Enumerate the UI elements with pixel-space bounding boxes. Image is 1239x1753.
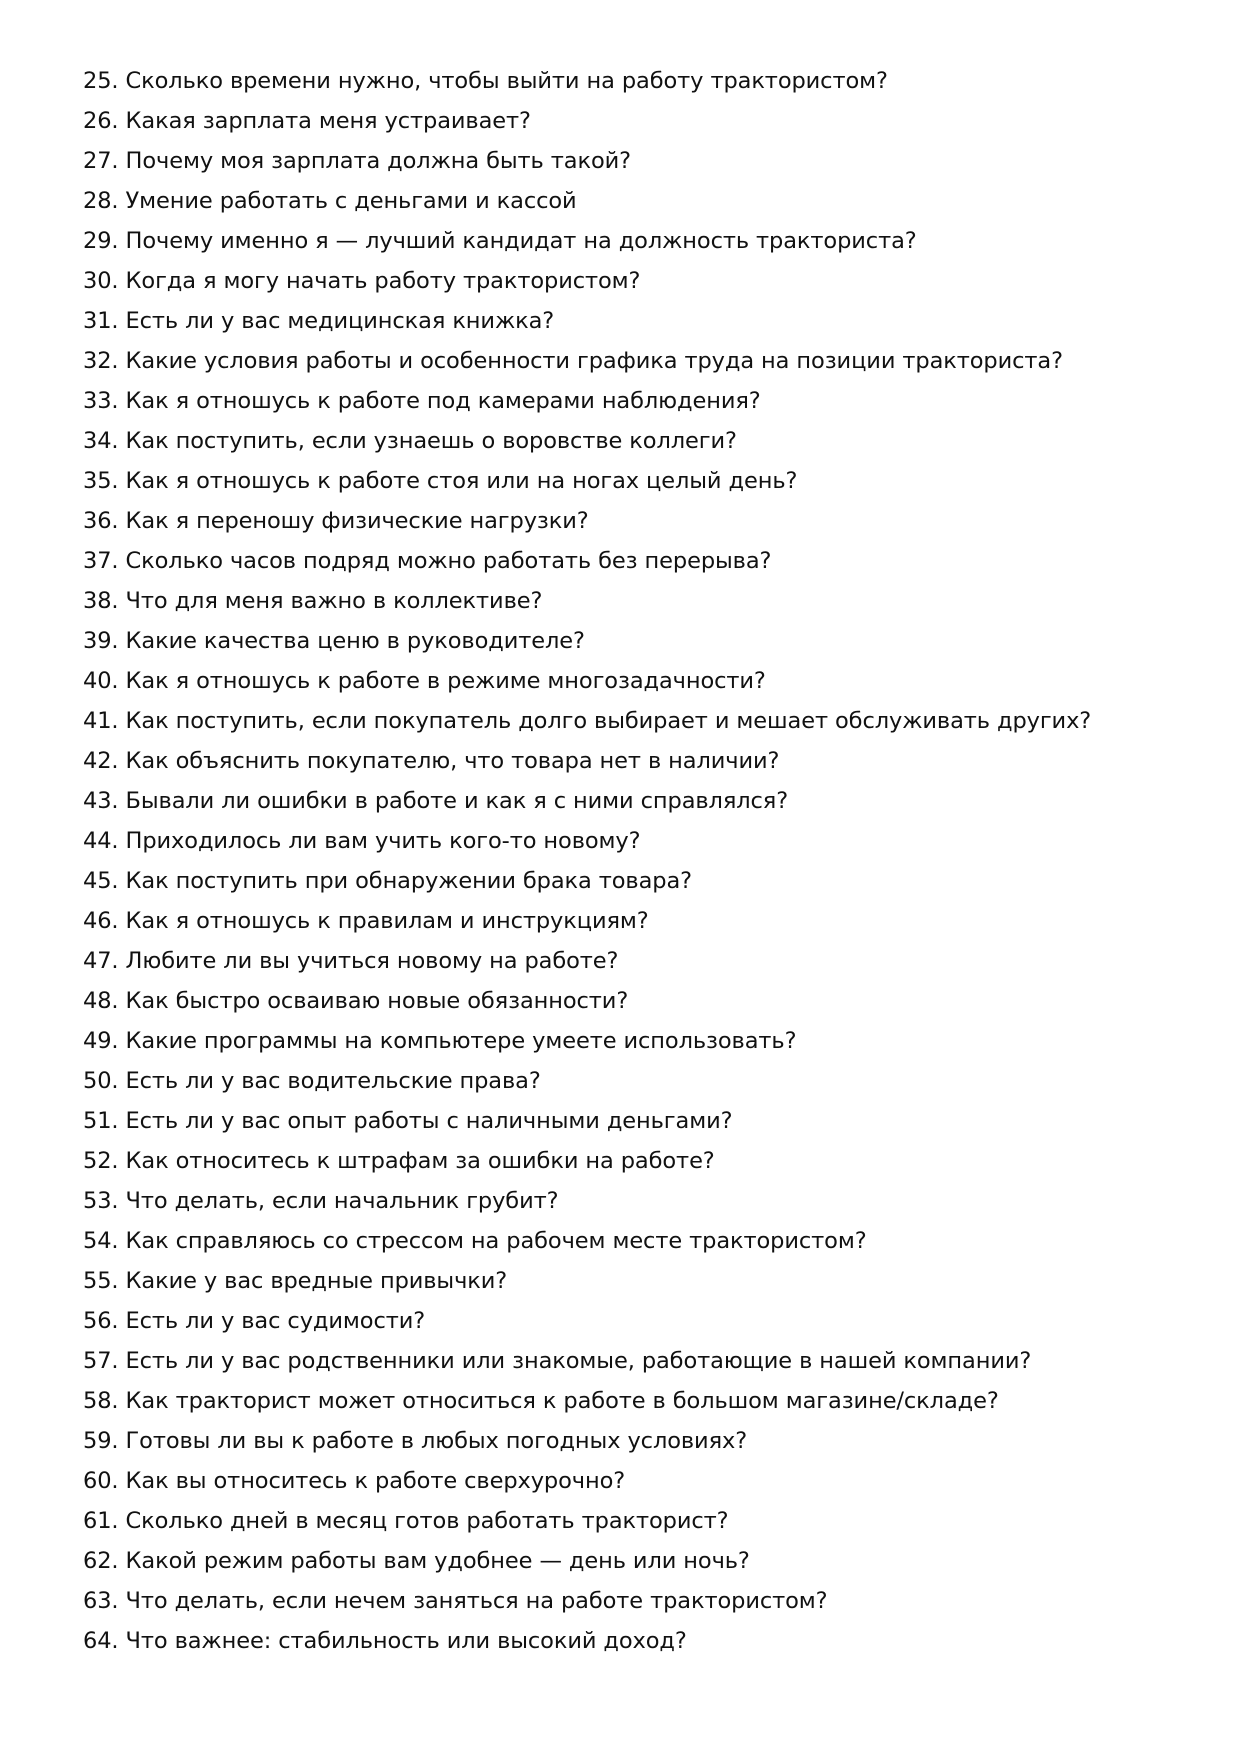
question-item: 60. Как вы относитесь к работе сверхурочно?: [83, 1468, 626, 1494]
question-item: 44. Приходилось ли вам учить кого-то новому?: [83, 828, 641, 854]
question-item: 63. Что делать, если нечем заняться на работе трактористом?: [83, 1588, 828, 1614]
question-item: 42. Как объяснить покупателю, что товара нет в наличии?: [83, 748, 780, 774]
question-item: 28. Умение работать с деньгами и кассой: [83, 188, 577, 214]
question-item: 55. Какие у вас вредные привычки?: [83, 1268, 508, 1294]
question-item: 47. Любите ли вы учиться новому на работе?: [83, 948, 619, 974]
question-item: 32. Какие условия работы и особенности графика труда на позиции тракториста?: [83, 348, 1063, 374]
question-item: 50. Есть ли у вас водительские права?: [83, 1068, 541, 1094]
question-item: 54. Как справляюсь со стрессом на рабочем месте трактористом?: [83, 1228, 867, 1254]
question-item: 25. Сколько времени нужно, чтобы выйти на работу трактористом?: [83, 68, 888, 94]
question-item: 59. Готовы ли вы к работе в любых погодных условиях?: [83, 1428, 748, 1454]
question-item: 27. Почему моя зарплата должна быть такой?: [83, 148, 631, 174]
question-item: 62. Какой режим работы вам удобнее — день или ночь?: [83, 1548, 750, 1574]
question-item: 49. Какие программы на компьютере умеете использовать?: [83, 1028, 797, 1054]
question-item: 48. Как быстро осваиваю новые обязанности?: [83, 988, 629, 1014]
question-item: 43. Бывали ли ошибки в работе и как я с ними справлялся?: [83, 788, 789, 814]
question-item: 37. Сколько часов подряд можно работать без перерыва?: [83, 548, 772, 574]
question-item: 34. Как поступить, если узнаешь о воровстве коллеги?: [83, 428, 737, 454]
question-list: [83, 61, 1183, 1661]
question-item: 38. Что для меня важно в коллективе?: [83, 588, 543, 614]
question-item: 46. Как я отношусь к правилам и инструкциям?: [83, 908, 649, 934]
question-item: 64. Что важнее: стабильность или высокий доход?: [83, 1628, 687, 1654]
question-item: 35. Как я отношусь к работе стоя или на ногах целый день?: [83, 468, 798, 494]
question-item: 53. Что делать, если начальник грубит?: [83, 1188, 559, 1214]
question-item: 40. Как я отношусь к работе в режиме многозадачности?: [83, 668, 766, 694]
question-item: 31. Есть ли у вас медицинская книжка?: [83, 308, 555, 334]
question-item: 26. Какая зарплата меня устраивает?: [83, 108, 531, 134]
question-item: 51. Есть ли у вас опыт работы с наличными деньгами?: [83, 1108, 733, 1134]
question-item: 30. Когда я могу начать работу трактористом?: [83, 268, 641, 294]
question-item: 33. Как я отношусь к работе под камерами наблюдения?: [83, 388, 761, 414]
question-item: 36. Как я переношу физические нагрузки?: [83, 508, 589, 534]
question-item: 52. Как относитесь к штрафам за ошибки на работе?: [83, 1148, 715, 1174]
question-item: 61. Сколько дней в месяц готов работать тракторист?: [83, 1508, 729, 1534]
question-item: 41. Как поступить, если покупатель долго выбирает и мешает обслуживать других?: [83, 708, 1092, 734]
question-item: 39. Какие качества ценю в руководителе?: [83, 628, 585, 654]
question-item: 58. Как тракторист может относиться к работе в большом магазине/складе?: [83, 1388, 999, 1414]
question-item: 45. Как поступить при обнаружении брака товара?: [83, 868, 692, 894]
question-item: 57. Есть ли у вас родственники или знакомые, работающие в нашей компании?: [83, 1348, 1032, 1374]
question-item: 29. Почему именно я — лучший кандидат на должность тракториста?: [83, 228, 917, 254]
question-item: 56. Есть ли у вас судимости?: [83, 1308, 426, 1334]
